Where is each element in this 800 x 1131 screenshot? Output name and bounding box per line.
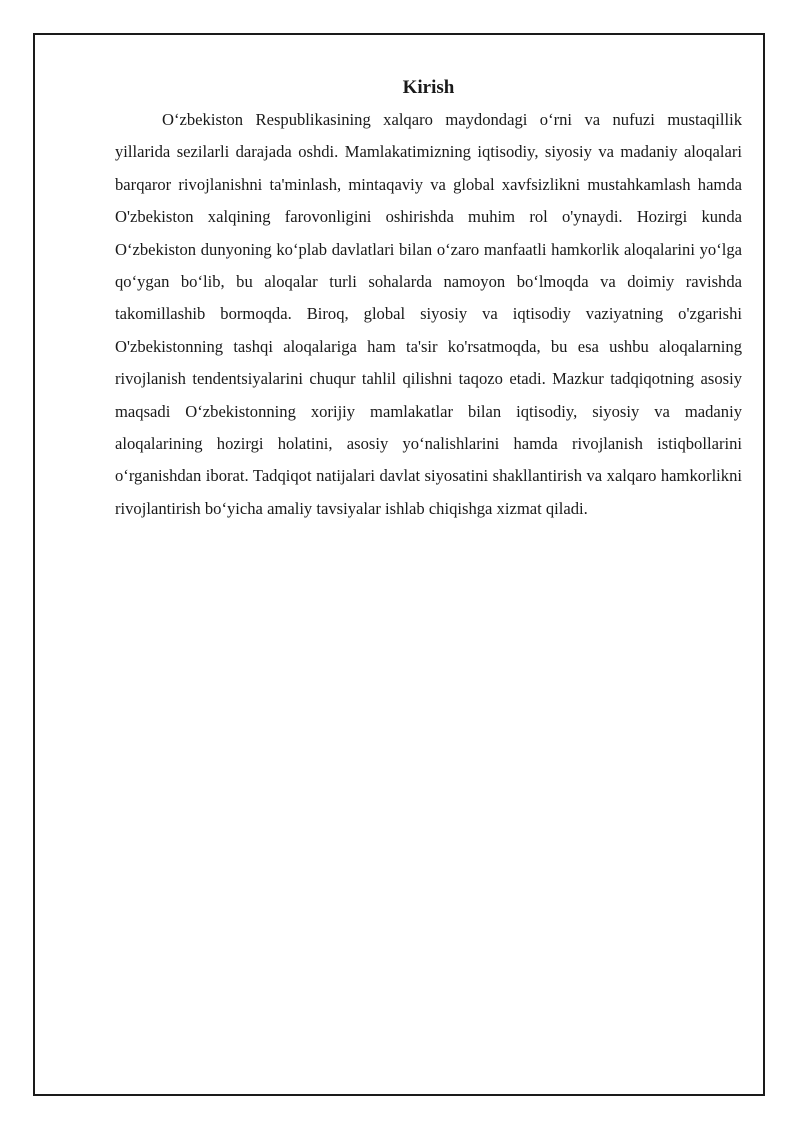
section-heading: Kirish: [402, 77, 455, 98]
body-paragraph: O‘zbekiston Respublikasining xalqaro maydondagi o‘rni va nufuzi mustaqillik yillarida sezilarli darajada oshdi. Mamlakatimizning iqtisodiy, siyosiy va madaniy aloqalari barqaror rivojlanishni ta'minlash, mintaqaviy va global xavfsizlikni mustahkamlash hamda O'zbekiston xalqining farovonligini oshirishda muhim rol o'ynaydi. Hozirgi kunda O‘zbekiston dunyoning ko‘plab davlatlari bilan o‘zaro manfaatli hamkorlik aloqalarini yo‘lga qo‘ygan bo‘lib, bu aloqalar turli sohalarda namoyon bo‘lmoqda va doimiy ravishda takomillashib bormoqda. Biroq, global siyosiy va iqtisodiy vaziyatning o'zgarishi O'zbekistonning tashqi aloqalariga ham ta'sir ko'rsatmoqda, bu esa ushbu aloqalarning rivojlanish tendentsiyalarini chuqur tahlil qilishni taqozo etadi. Mazkur tadqiqotning asosiy maqsadi O‘zbekistonning xorijiy mamlakatlar bilan iqtisodiy, siyosiy va madaniy aloqalarining hozirgi holatini, asosiy yo‘nalishlarini hamda rivojlanish istiqbollarini o‘rganishdan iborat. Tadqiqot natijalari davlat siyosatini shakllantirish va xalqaro hamkorlikni rivojlantirish bo‘yicha amaliy tavsiyalar ishlab chiqishga xizmat qiladi.: [115, 110, 742, 518]
document-body: [115, 72, 742, 525]
